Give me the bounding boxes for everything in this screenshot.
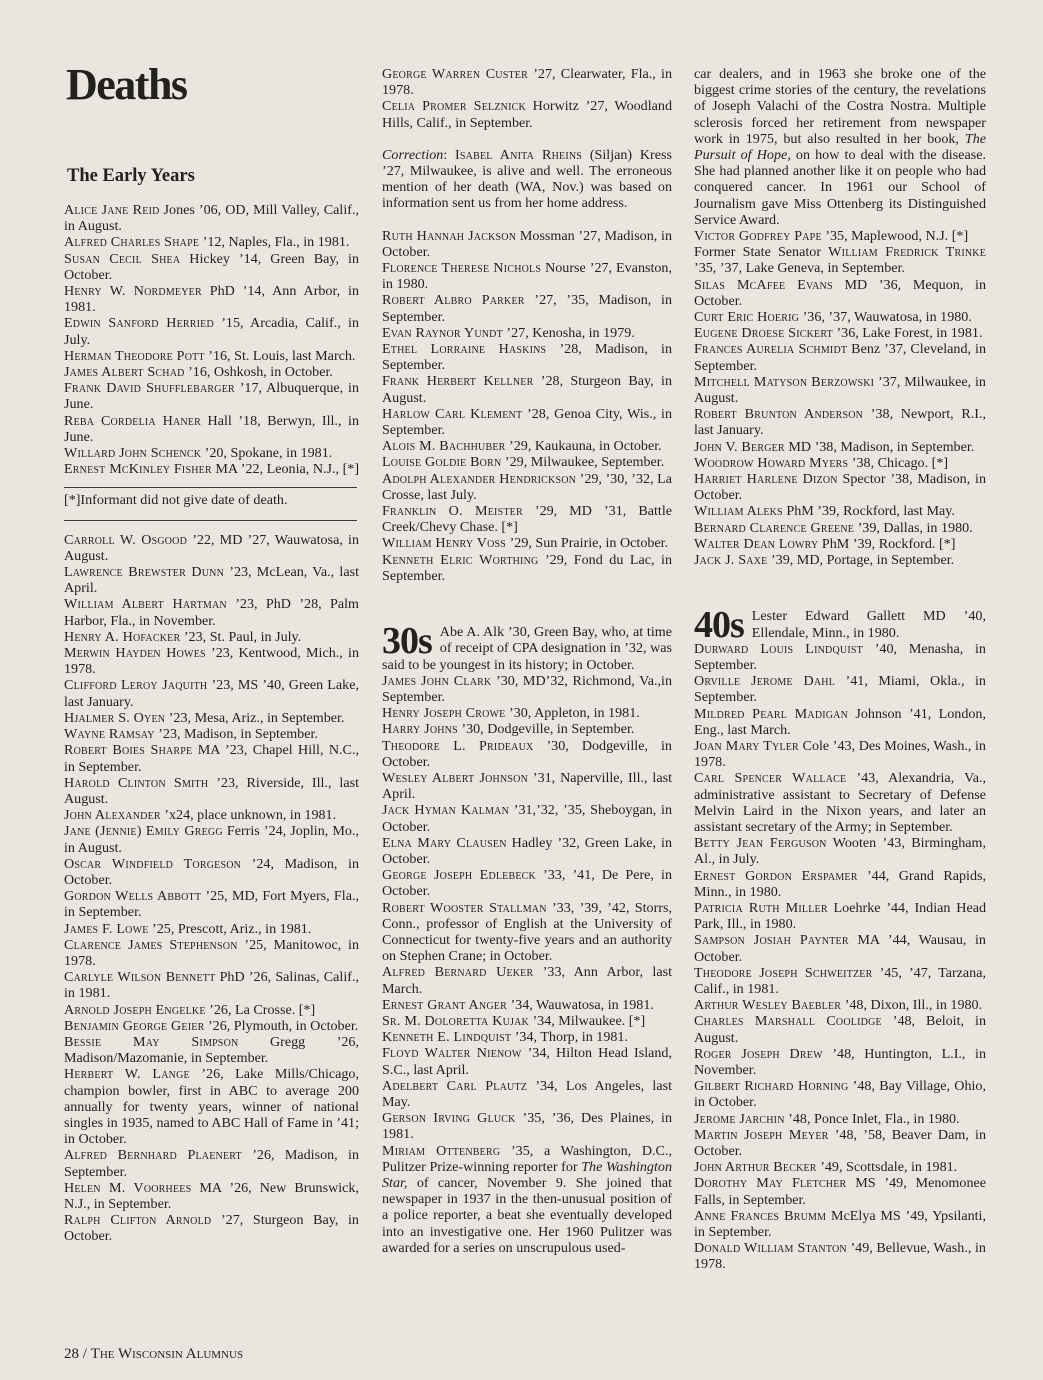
obituary-entry: Mitchell Matyson Berzowski ’37, Milwaukee, in August. — [694, 373, 986, 407]
ottenberg-entry: Miriam Ottenberg ’35, a Washington, D.C., Pulitzer Prize-winning reporter for The Washington Star, of cancer, November 9. She joined that newspaper in 1937 in the then-unusual position of a police reporter, a beat she eventually developed into an investigative one. Her 1960 Pulitzer was awarded for a series on unscrupulous used- — [382, 1142, 672, 1256]
obituary-entry: Evan Raynor Yundt ’27, Kenosha, in 1979. — [382, 324, 635, 341]
entries-early-a — [64, 202, 359, 477]
ottenberg-continued: car dealers, and in 1963 she broke one of the biggest crime stories of the century, the revelations of Joseph Valachi of the Costra Nostra. Multiple sclerosis forced her retirement from newspaper work in 1975, but also resulted in her book, The Pursuit of Hope, on how to deal with the disease. She had planned another like it on people who had conquered cancer. In 1961 our School of Journalism gave Miss Ottenberg its Distinguished Service Award. — [694, 66, 986, 228]
obituary-entry: Louise Goldie Born ’29, Milwaukee, September. — [382, 454, 665, 471]
obituary-entry: Harlow Carl Klement ’28, Genoa City, Wis., in September. — [382, 405, 672, 439]
obituary-entry: Donald William Stanton ’49, Bellevue, Wash., in 1978. — [694, 1240, 986, 1273]
obituary-entry: Frank Herbert Kellner ’28, Sturgeon Bay, in August. — [382, 373, 672, 406]
obituary-entry: Ethel Lorraine Haskins ’28, Madison, in September. — [382, 341, 672, 374]
entries-late-30s — [694, 228, 986, 568]
obituary-entry: Ruth Hannah Jackson Mossman ’27, Madison, in October. — [382, 227, 672, 260]
obituary-entry: Carroll W. Osgood ’22, MD ’27, Wauwatosa, in August. — [64, 531, 359, 564]
obituary-entry: Anne Frances Brumm McElya MS ’49, Ypsilanti, in September. — [694, 1207, 986, 1241]
obituary-entry: Celia Promer Selznick Horwitz ’27, Woodland Hills, Calif., in September. — [382, 98, 672, 131]
obituary-entry: James John Clark ’30, MD’32, Richmond, Va.,in September. — [382, 672, 673, 705]
obituary-entry: Franklin O. Meister ’29, MD ’31, Battle Creek/Chevy Chase. [*] — [382, 503, 672, 536]
obituary-entry: Herbert W. Lange ’26, Lake Mills/Chicago, champion bowler, first in ABC to average 200 annually for twenty years, winner of national singles in 1935, named to ABC Hall of Fame in ’41; in October. — [64, 1066, 360, 1148]
obituary-entry: Clifford Leroy Jaquith ’23, MS ’40, Green Lake, last January. — [64, 677, 359, 710]
obituary-entry: William Albert Hartman ’23, PhD ’28, Palm Harbor, Fla., in November. — [64, 596, 359, 629]
obituary-entry: Frances Aurelia Schmidt Benz ’37, Cleveland, in September. — [694, 341, 986, 374]
obituary-entry: Walter Dean Lowry PhM ’39, Rockford. [*] — [694, 535, 956, 552]
obituary-entry: Wayne Ramsay ’23, Madison, in September. — [64, 726, 318, 743]
obituary-entry: Roger Joseph Drew ’48, Huntington, L.I., in November. — [694, 1045, 986, 1078]
obituary-entry: Robert Boies Sharpe MA ’23, Chapel Hill, N.C., in September. — [64, 742, 359, 775]
obituary-entry: Herman Theodore Pott ’16, St. Louis, last March. — [64, 347, 356, 364]
obituary-entry: Dorothy May Fletcher MS ’49, Menomonee Falls, in September. — [694, 1175, 986, 1208]
obituary-entry: Alfred Bernhard Plaenert ’26, Madison, in September. — [64, 1147, 360, 1180]
obituary-entry: Charles Marshall Coolidge ’48, Beloit, in August. — [694, 1013, 986, 1046]
obituary-entry: Betty Jean Ferguson Wooten ’43, Birmingham, Al., in July. — [694, 835, 986, 868]
informant-note: [*]Informant did not give date of death. — [64, 492, 288, 509]
obituary-entry: Alfred Charles Shape ’12, Naples, Fla., in 1981. — [64, 234, 350, 251]
obituary-entry: William Aleks PhM ’39, Rockford, last May. — [694, 503, 955, 520]
obituary-entry: John Alexander ’x24, place unknown, in 1981. — [64, 807, 337, 824]
obituary-entry: Harriet Harlene Dizon Spector ’38, Madison, in October. — [694, 471, 986, 504]
obituary-entry: John Arthur Becker ’49, Scottsdale, in 1981. — [694, 1159, 958, 1176]
obituary-entry: Jerome Jarchin ’48, Ponce Inlet, Fla., in 1980. — [694, 1110, 960, 1127]
obituary-entry: George Warren Custer ’27, Clearwater, Fla., in 1978. — [382, 66, 672, 99]
obituary-entry: Hjalmer S. Oyen ’23, Mesa, Ariz., in September. — [64, 709, 345, 726]
obituary-entry: Ernest McKinley Fisher MA ’22, Leonia, N.J., [*] — [64, 461, 360, 478]
obituary-entry: Reba Cordelia Haner Hall ’18, Berwyn, Ill., in June. — [64, 412, 359, 445]
obituary-entry: James Albert Schad ’16, Oshkosh, in October. — [64, 364, 333, 381]
obituary-entry: Harry Johns ’30, Dodgeville, in September. — [382, 721, 635, 738]
obituary-entry: Benjamin George Geier ’26, Plymouth, in October. — [64, 1017, 359, 1034]
obituary-entry: Henry W. Nordmeyer PhD ’14, Ann Arbor, in 1981. — [64, 283, 359, 316]
obituary-entry: Bernard Clarence Greene ’39, Dallas, in 1980. — [694, 519, 973, 536]
obituary-entry: William Henry Voss ’29, Sun Prairie, in October. — [382, 535, 669, 552]
obituary-entry: Curt Eric Hoerig ’36, ’37, Wauwatosa, in 1980. — [694, 309, 972, 326]
decade-40s-lead: 40s Lester Edward Gallett MD ’40, Ellendale, Minn., in 1980. — [694, 604, 986, 647]
obituary-entry: Harold Clinton Smith ’23, Riverside, Ill., last August. — [64, 774, 359, 807]
obituary-entry: Victor Godfrey Pape ’35, Maplewood, N.J. [*] — [694, 228, 969, 245]
obituary-entry: Joan Mary Tyler Cole ’43, Des Moines, Wash., in 1978. — [694, 737, 986, 771]
entries-early-b — [64, 532, 359, 1245]
entries-30s — [382, 673, 672, 1143]
obituary-entry: Gilbert Richard Horning ’48, Bay Village, Ohio, in October. — [694, 1078, 986, 1111]
obituary-entry: Carlyle Wilson Bennett PhD ’26, Salinas, Calif., in 1981. — [64, 969, 359, 1002]
obituary-entry: Martin Joseph Meyer ’48, ’58, Beaver Dam, in October. — [694, 1126, 986, 1159]
obituary-entry: Elna Mary Clausen Hadley ’32, Green Lake, in October. — [382, 834, 673, 867]
obituary-entry: Orville Jerome Dahl ’41, Miami, Okla., in September. — [694, 673, 986, 706]
obituary-entry: Gerson Irving Gluck ’35, ’36, Des Plaines, in 1981. — [382, 1110, 673, 1143]
decade-30s-label: 30s — [382, 620, 432, 663]
obituary-entry: Gordon Wells Abbott ’25, MD, Fort Myers, Fla., in September. — [64, 888, 359, 921]
obituary-entry: Floyd Walter Nienow ’34, Hilton Head Island, S.C., last April. — [382, 1045, 672, 1078]
obituary-entry: Susan Cecil Shea Hickey ’14, Green Bay, in October. — [64, 250, 359, 283]
obituary-entry: Robert Brunton Anderson ’38, Newport, R.I., last January. — [694, 406, 986, 439]
obituary-entry: Mildred Pearl Madigan Johnson ’41, London, Eng., last March. — [694, 705, 986, 738]
obituary-entry: Frank David Shufflebarger ’17, Albuquerque, in June. — [64, 380, 359, 413]
obituary-entry: Durward Louis Lindquist ’40, Menasha, in September. — [694, 640, 986, 673]
obituary-entry: Sampson Josiah Paynter MA ’44, Wausau, in October. — [694, 932, 986, 965]
obituary-entry: Patricia Ruth Miller Loehrke ’44, Indian Head Park, Ill., in 1980. — [694, 899, 987, 933]
obituary-entry: Henry Joseph Crowe ’30, Appleton, in 1981. — [382, 705, 640, 722]
obituary-entry: Eugene Droese Sickert ’36, Lake Forest, in 1981. — [694, 325, 983, 342]
section-heading: The Early Years — [67, 166, 195, 186]
obituary-entry: Alois M. Bachhuber ’29, Kaukauna, in October. — [382, 438, 662, 455]
obituary-entry: Willard John Schenck ’20, Spokane, in 1981. — [64, 445, 333, 462]
obituary-entry: Sr. M. Doloretta Kujak ’34, Milwaukee. [*] — [382, 1012, 646, 1029]
obituary-entry: Kenneth Elric Worthing ’29, Fond du Lac, in September. — [382, 551, 672, 584]
obituary-entry: Robert Wooster Stallman ’33, ’39, ’42, Storrs, Conn., professor of English at the University of Connecticut for twenty-five years and an authority on Stephen Crane; in October. — [382, 899, 672, 965]
obituary-entry: John V. Berger MD ’38, Madison, in September. — [694, 438, 975, 455]
obituary-entry: Carl Spencer Wallace ’43, Alexandria, Va., administrative assistant to Secretary of Defense Melvin Laird in the Nixon years, and later an assistant secretary of the Army; in September. — [694, 770, 986, 835]
decade-30s-lead: 30s Abe A. Alk ’30, Green Bay, who, at time of receipt of CPA designation in ’32, was said to be youngest in its history; in October. — [382, 620, 672, 673]
obituary-entry: Theodore L. Prideaux ’30, Dodgeville, in October. — [382, 737, 672, 770]
obituary-entry: Ernest Gordon Erspamer ’44, Grand Rapids, Minn., in 1980. — [694, 867, 986, 900]
obituary-entry: Bessie May Simpson Gregg ’26, Madison/Mazomanie, in September. — [64, 1033, 360, 1067]
obituary-entry: Kenneth E. Lindquist ’34, Thorp, in 1981. — [382, 1029, 628, 1046]
obituary-entry: Edwin Sanford Herried ’15, Arcadia, Calif., in July. — [64, 315, 359, 348]
obituary-entry: George Joseph Edlebeck ’33, ’41, De Pere, in October. — [382, 867, 672, 900]
obituary-entry: Robert Albro Parker ’27, ’35, Madison, in September. — [382, 292, 672, 325]
obituary-entry: Jack Hyman Kalman ’31,’32, ’35, Sheboygan, in October. — [382, 802, 672, 835]
column-right — [694, 0, 986, 1273]
entries-mid-b — [382, 228, 672, 584]
obituary-entry: Adelbert Carl Plautz ’34, Los Angeles, last May. — [382, 1077, 672, 1110]
obituary-entry: Lawrence Brewster Dunn ’23, McLean, Va., last April. — [64, 564, 359, 597]
obituary-entry: James F. Lowe ’25, Prescott, Ariz., in 1981. — [64, 920, 312, 937]
page-footer: 28 / The Wisconsin Alumnus — [64, 1346, 244, 1362]
obituary-entry: Adolph Alexander Hendrickson ’29, ’30, ’32, La Crosse, last July. — [382, 470, 673, 503]
obituary-entry: Wesley Albert Johnson ’31, Naperville, Ill., last April. — [382, 769, 672, 803]
correction-notice: Correction: Isabel Anita Rheins (Siljan) Kress ’27, Milwaukee, is alive and well. The erroneous mention of her death (WA, Nov.) was based on information sent us from her home address. — [382, 146, 672, 212]
page-title: Deaths — [66, 60, 187, 109]
obituary-entry: Florence Therese Nichols Nourse ’27, Evanston, in 1980. — [382, 260, 673, 293]
obituary-entry: Jack J. Saxe ’39, MD, Portage, in September. — [694, 552, 955, 569]
entries-mid-a — [382, 66, 672, 131]
obituary-entry: Arthur Wesley Baebler ’48, Dixon, Ill., in 1980. — [694, 997, 983, 1014]
column-left — [64, 0, 359, 1245]
entries-40s — [694, 641, 986, 1273]
obituary-entry: Silas McAfee Evans MD ’36, Mequon, in October. — [694, 276, 986, 309]
obituary-entry: Helen M. Voorhees MA ’26, New Brunswick, N.J., in September. — [64, 1179, 359, 1212]
obituary-entry: Arnold Joseph Engelke ’26, La Crosse. [*] — [64, 1001, 316, 1018]
obituary-entry: Alfred Bernard Ueker ’33, Ann Arbor, last March. — [382, 964, 672, 997]
obituary-entry: Oscar Windfield Torgeson ’24, Madison, in October. — [64, 855, 359, 888]
decade-40s-label: 40s — [694, 604, 744, 647]
obituary-entry: Henry A. Hofacker ’23, St. Paul, in July. — [64, 628, 302, 645]
obituary-entry: Alice Jane Reid Jones ’06, OD, Mill Valley, Calif., in August. — [64, 202, 359, 235]
obituary-entry: Jane (Jennie) Emily Gregg Ferris ’24, Joplin, Mo., in August. — [64, 823, 360, 856]
obituary-entry: Former State Senator William Fredrick Trinke ’35, ’37, Lake Geneva, in September. — [694, 244, 986, 277]
obituary-entry: Theodore Joseph Schweitzer ’45, ’47, Tarzana, Calif., in 1981. — [694, 964, 986, 997]
obituary-entry: Merwin Hayden Howes ’23, Kentwood, Mich., in 1978. — [64, 645, 360, 678]
obituary-entry: Ralph Clifton Arnold ’27, Sturgeon Bay, in October. — [64, 1212, 359, 1245]
obituary-entry: Ernest Grant Anger ’34, Wauwatosa, in 1981. — [382, 996, 654, 1013]
column-middle — [382, 0, 672, 1256]
obituary-entry: Clarence James Stephenson ’25, Manitowoc, in 1978. — [64, 936, 360, 969]
obituary-entry: Woodrow Howard Myers ’38, Chicago. [*] — [694, 454, 949, 471]
